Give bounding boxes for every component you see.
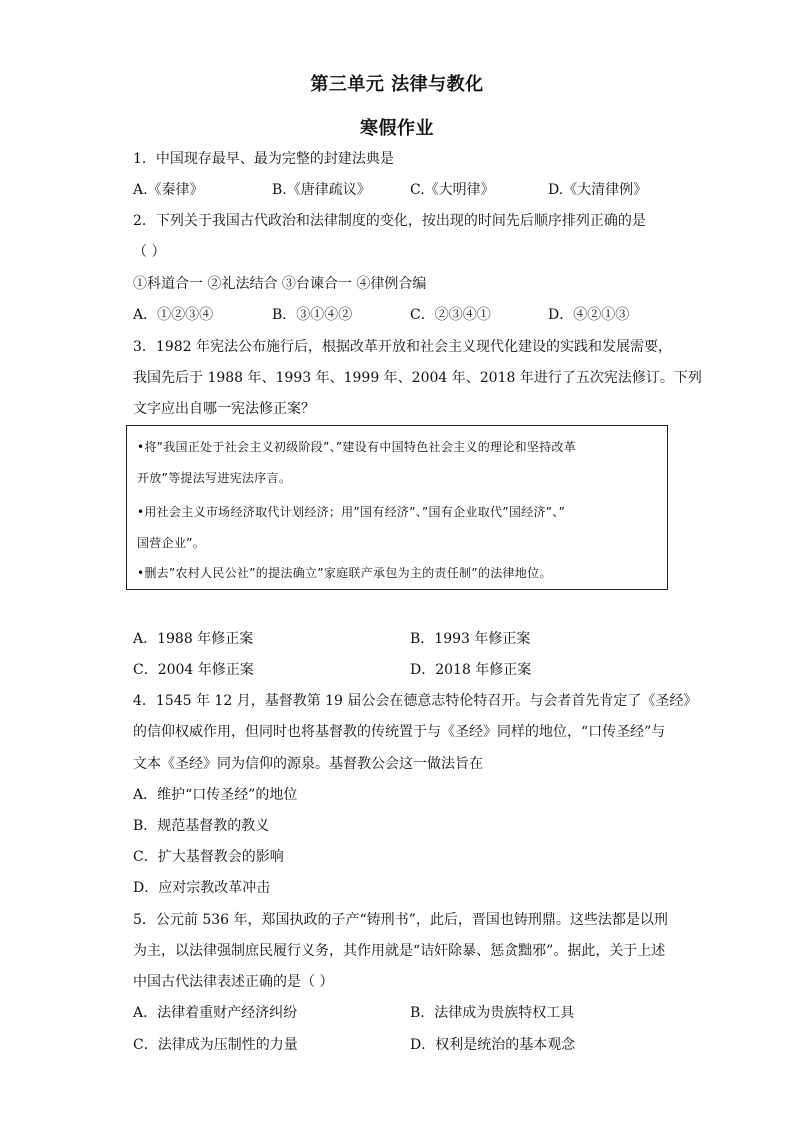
- question-5-stem-line-3: 中国古代法律表述正确的是（ ）: [133, 974, 334, 990]
- question-3-stem-line-1: 3．1982 年宪法公布施行后，根据改革开放和社会主义现代化建设的实践和发展需要，: [133, 339, 672, 355]
- page-title: 第三单元 法律与教化: [310, 74, 484, 95]
- q2-option-b: B．③①④②: [272, 307, 353, 323]
- q2-option-d: D．④②①③: [548, 307, 630, 323]
- q5-option-a: A．法律着重财产经济纠纷: [133, 1005, 298, 1021]
- q5-option-d: D．权利是统治的基本观念: [410, 1037, 576, 1053]
- q3-option-b: B．1993 年修正案: [410, 631, 531, 647]
- q2-option-a: A．①②③④: [133, 307, 214, 323]
- q1-option-a: A.《秦律》: [133, 182, 204, 198]
- question-1-stem: 1．中国现存最早、最为完整的封建法典是: [133, 151, 394, 167]
- question-4-stem-line-1: 4．1545 年 12 月，基督教第 19 届公会在德意志特伦特召开。与会者首先肯定了《圣经》: [133, 693, 698, 709]
- question-3-stem-line-3: 文字应出自哪一宪法修正案？: [133, 401, 315, 417]
- quote-line-3: •用社会主义市场经济取代计划经济；用”国有经济”、”国有企业取代”国经济”、”: [137, 505, 566, 519]
- question-3-quote-box: [126, 425, 668, 590]
- q1-option-c: C.《大明律》: [410, 182, 495, 198]
- question-5-stem-line-1: 5．公元前 536 年，郑国执政的子产“铸刑书”，此后，晋国也铸刑鼎。这些法都是以刑: [133, 912, 668, 928]
- q4-option-a: A．维护“口传圣经”的地位: [133, 787, 298, 803]
- question-3-options-row-2: [133, 660, 673, 680]
- question-1-options: [133, 180, 673, 200]
- question-2-items: ①科道合一 ②礼法结合 ③台谏合一 ④律例合编: [133, 276, 427, 292]
- q4-option-c: C．扩大基督教会的影响: [133, 849, 284, 865]
- q4-option-d: D．应对宗教改革冲击: [133, 880, 271, 896]
- page-subtitle: 寒假作业: [360, 118, 434, 139]
- q3-option-a: A．1988 年修正案: [133, 631, 254, 647]
- question-2-paren: （ ）: [133, 244, 166, 260]
- question-2-options: [133, 305, 673, 325]
- q4-option-b: B．规范基督教的教义: [133, 818, 270, 834]
- question-5-stem-line-2: 为主，以法律强制庶民履行义务，其作用就是“诘奸除暴、惩贪黜邪”。据此，关于上述: [133, 943, 666, 959]
- question-5-options-row-1: [133, 1003, 673, 1023]
- quote-line-2: 开放”等提法写进宪法序言。: [137, 471, 292, 485]
- q1-option-b: B.《唐律疏议》: [272, 182, 371, 198]
- quote-line-4: 国营企业”。: [137, 536, 206, 550]
- question-2-stem: 2．下列关于我国古代政治和法律制度的变化，按出现的时间先后顺序排列正确的是: [133, 213, 646, 229]
- q2-option-c: C．②③④①: [410, 307, 491, 323]
- q3-option-c: C．2004 年修正案: [133, 662, 254, 678]
- q3-option-d: D．2018 年修正案: [410, 662, 532, 678]
- question-4-stem-line-3: 文本《圣经》同为信仰的源泉。基督教公会这一做法旨在: [133, 756, 483, 772]
- question-4-stem-line-2: 的信仰权威作用，但同时也将基督教的传统置于与《圣经》同样的地位，“口传圣经”与: [133, 724, 666, 740]
- question-3-options-row-1: [133, 629, 673, 649]
- quote-line-1: •将”我国正处于社会主义初级阶段”、”建设有中国特色社会主义的理论和坚持改革: [137, 440, 577, 454]
- question-3-stem-line-2: 我国先后于 1988 年、1993 年、1999 年、2004 年、2018 年进行了五次宪法修订。下列: [133, 370, 702, 386]
- q5-option-b: B．法律成为贵族特权工具: [410, 1005, 575, 1021]
- q5-option-c: C．法律成为压制性的力量: [133, 1037, 298, 1053]
- quote-line-5: •删去”农村人民公社”的提法确立”家庭联产承包为主的责任制”的法律地位。: [137, 566, 552, 580]
- question-5-options-row-2: [133, 1035, 673, 1055]
- q1-option-d: D.《大清律例》: [548, 182, 648, 198]
